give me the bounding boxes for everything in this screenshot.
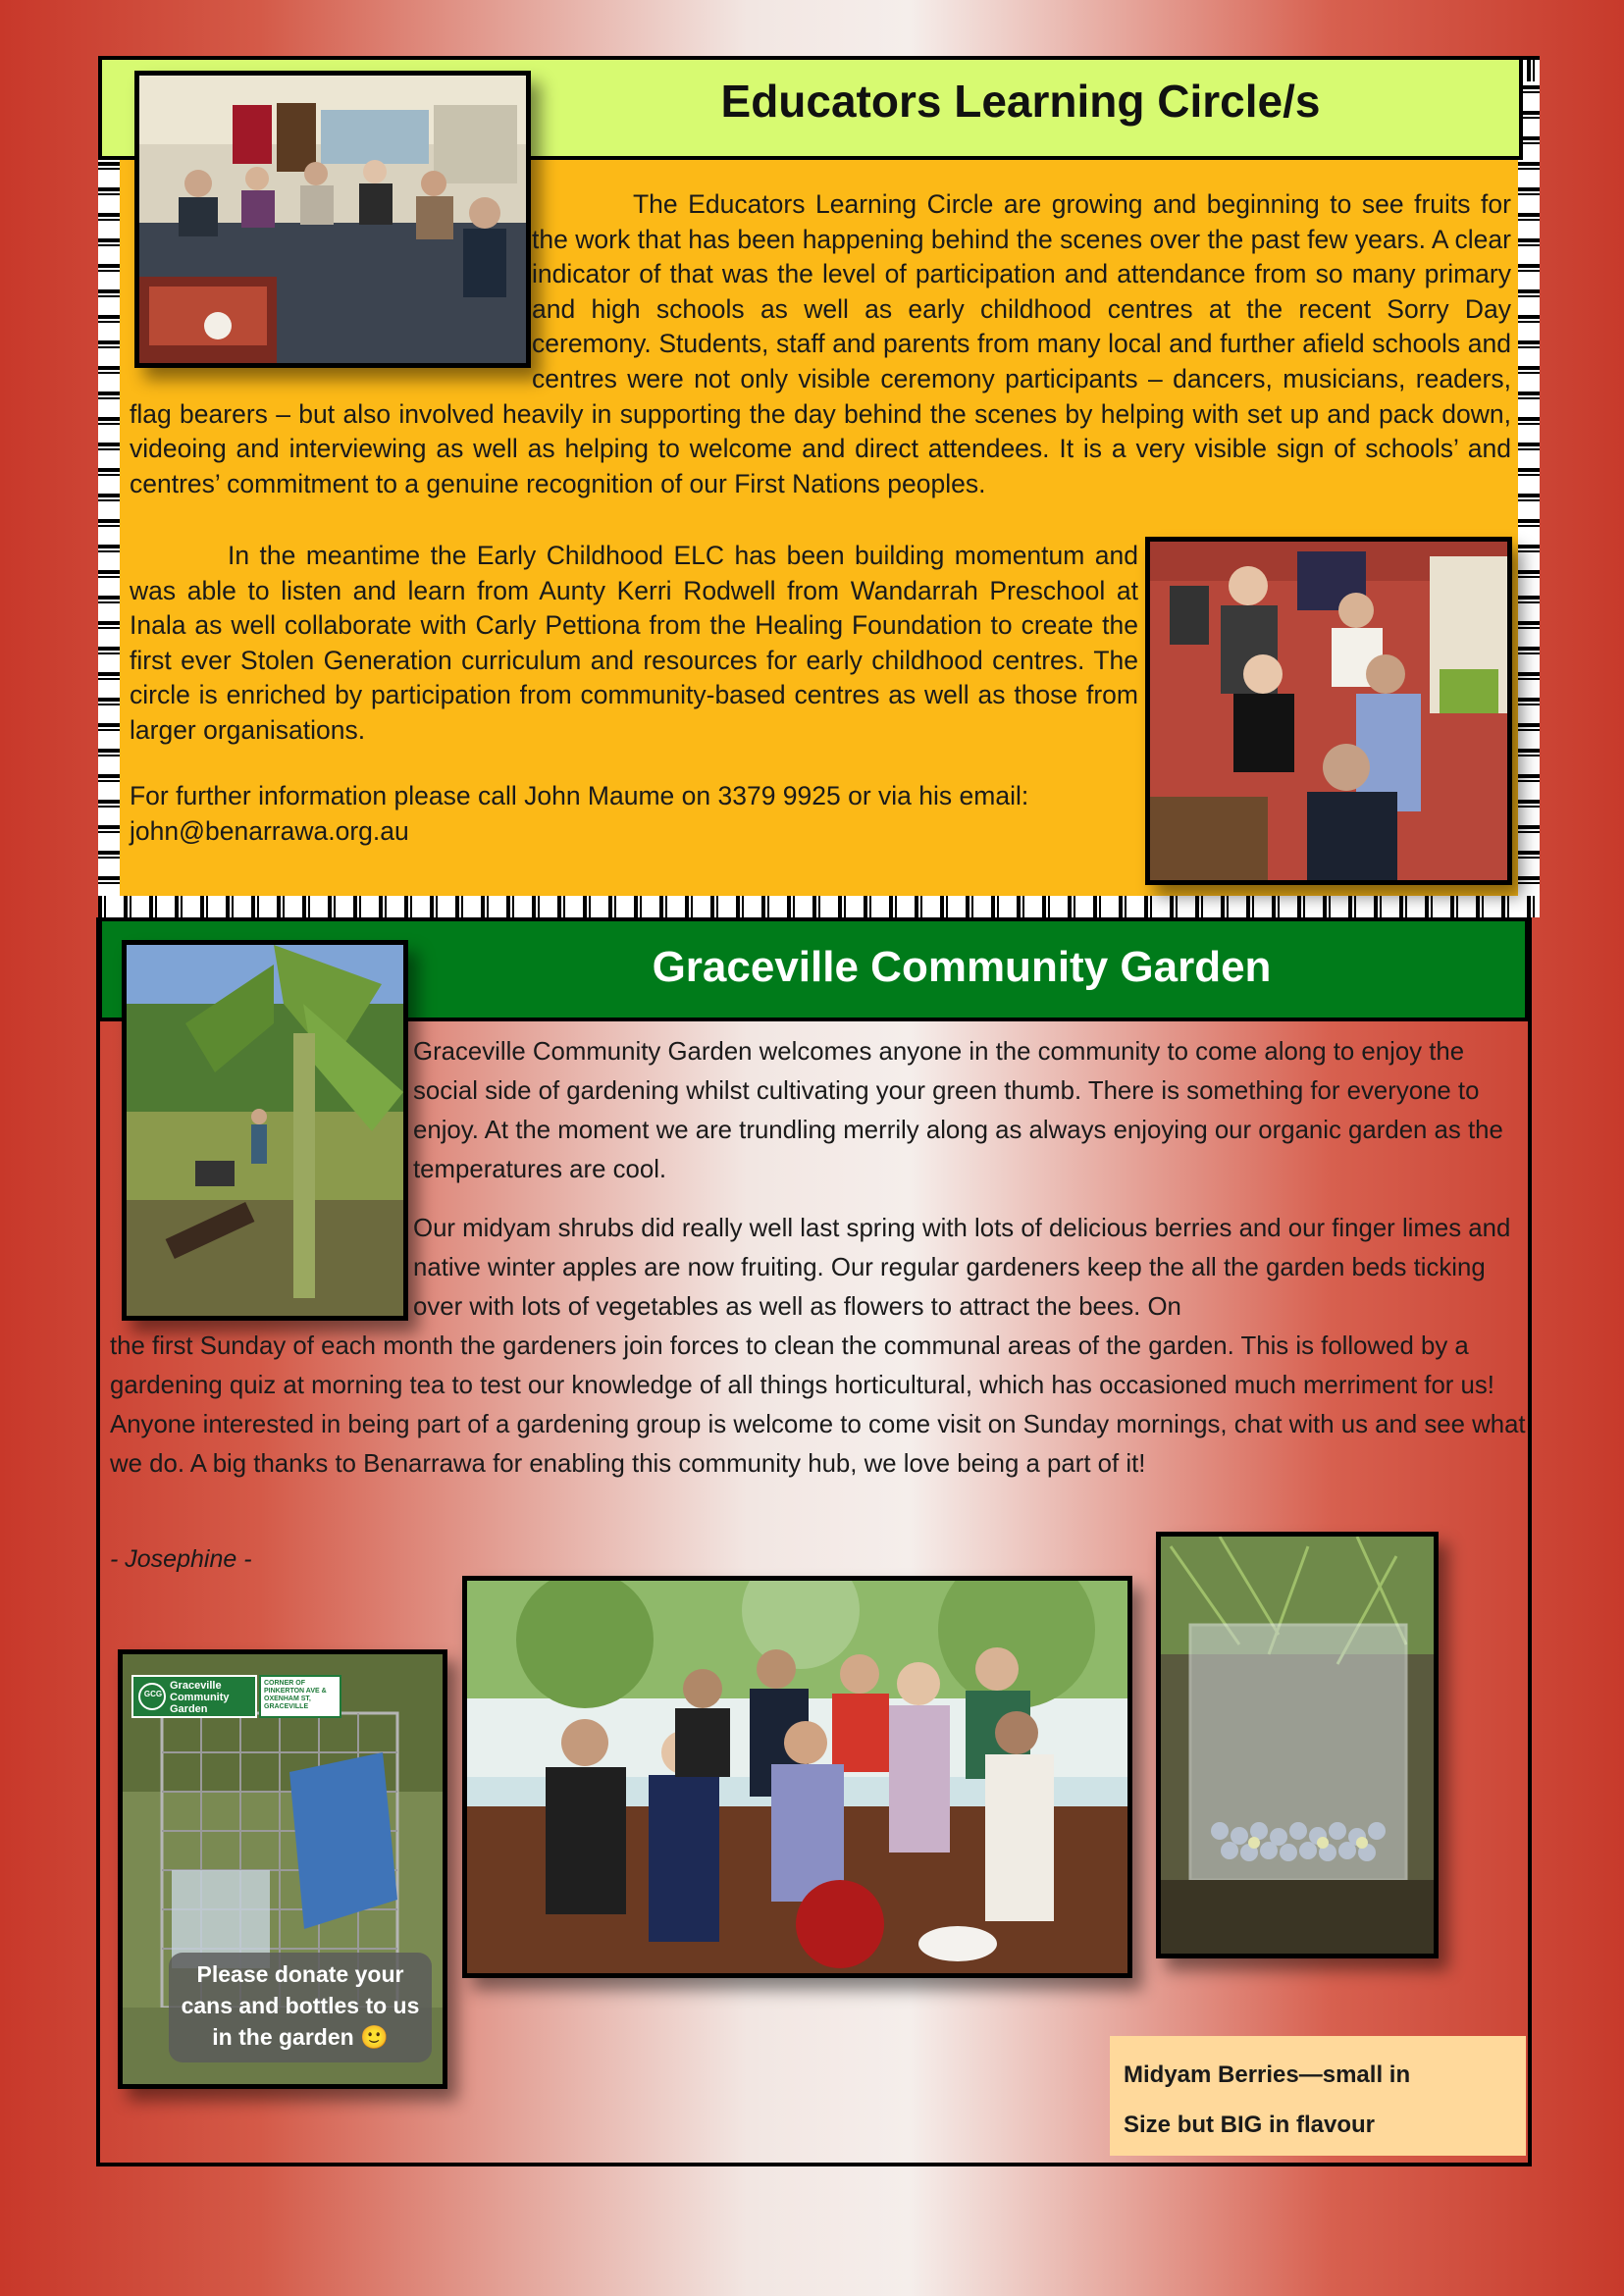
signature: - Josephine - bbox=[110, 1545, 252, 1573]
garden-title: Graceville Community Garden bbox=[652, 943, 1272, 991]
banana-plant-garden-photo bbox=[122, 940, 408, 1321]
educators-title: Educators Learning Circle/s bbox=[720, 76, 1321, 127]
midyam-berries-photo bbox=[1156, 1532, 1439, 1958]
donate-caption-overlay bbox=[169, 1953, 432, 2062]
garden-paragraph-2-start: Our midyam shrubs did really well last spring with lots of delicious berries and our finger limes and native winter apples are now fruiting. Our regular gardeners keep the all the garden beds ticking over with lots of vegetables as well as flowers to attract the bees. On bbox=[413, 1215, 1511, 1321]
educators-contact: For further information please call John Maume on 3379 9925 or via his email: john@benarrawa.org.au bbox=[130, 781, 1029, 846]
educators-paragraph-1: The Educators Learning Circle are growing and beginning to see fruits for the work that has been happening behind the scenes over the past few years. A clear indicator of that was the level of participation and attendance from so many primary and high schools as well as early childhood centres at the recent Sorry Day ceremony. Students, staff and parents from many local and further afield schools and centres were not only visible ceremony participants – dancers, musicians, readers, flag bearers – but also involved heavily in supporting the day behind the scenes by helping with set up and pack down, videoing and interviewing as well as helping to welcome and direct attendees. It is a very visible sign of schools’ and centres’ commitment to a genuine recognition of our First Nations peoples. bbox=[130, 189, 1511, 498]
garden-paragraph-2-end: the first Sunday of each month the gardeners join forces to clean the communal areas of the garden. This is followed by a gardening quiz at morning tea to test our knowledge of all things horticultural, which has occasioned much merriment for us! Anyone interested in being part of a gardening group is welcome to come visit on Sunday mornings, chat with us and see what we do. A big thanks to Benarrawa for enabling this community hub, we love being a part of it! bbox=[110, 1332, 1526, 1478]
sign-corner-text: CORNER OF PINKERTON AVE & OXENHAM ST, GRACEVILLE bbox=[264, 1680, 327, 1710]
donate-line-1: Please donate your bbox=[196, 1961, 404, 1987]
berries-caption bbox=[1110, 2036, 1526, 2156]
garden-paragraph-1: Graceville Community Garden welcomes anyone in the community to come along to enjoy the social side of gardening whilst cultivating your green thumb. There is something for everyone to enjoy. At the moment we are trundling merrily along as always enjoying our organic garden as the temperatures are cool. bbox=[413, 1038, 1503, 1183]
gardeners-group-photo bbox=[462, 1576, 1132, 1978]
caption-line-1: Midyam Berries—small in bbox=[1124, 2061, 1411, 2088]
gcg-logo-text: Graceville Community Garden bbox=[170, 1680, 230, 1715]
gcg-logo-abbr: GCG bbox=[143, 1690, 163, 1698]
educators-paragraph-2: In the meantime the Early Childhood ELC has been building momentum and was able to listen and learn from Aunty Kerri Rodwell from Wandarrah Preschool at Inala as well collaborate with Carly Pettiona from the Healing Foundation to create the first ever Stolen Generation curriculum and resources for early childhood centres. The circle is enriched by participation from community-based centres as well as those from larger organisations. bbox=[130, 541, 1138, 745]
donate-line-2: cans and bottles to us bbox=[181, 1993, 420, 2018]
early-childhood-group-photo bbox=[1145, 537, 1512, 885]
donate-line-3: in the garden 🙂 bbox=[212, 2024, 389, 2050]
caption-line-2: Size but BIG in flavour bbox=[1124, 2112, 1376, 2138]
